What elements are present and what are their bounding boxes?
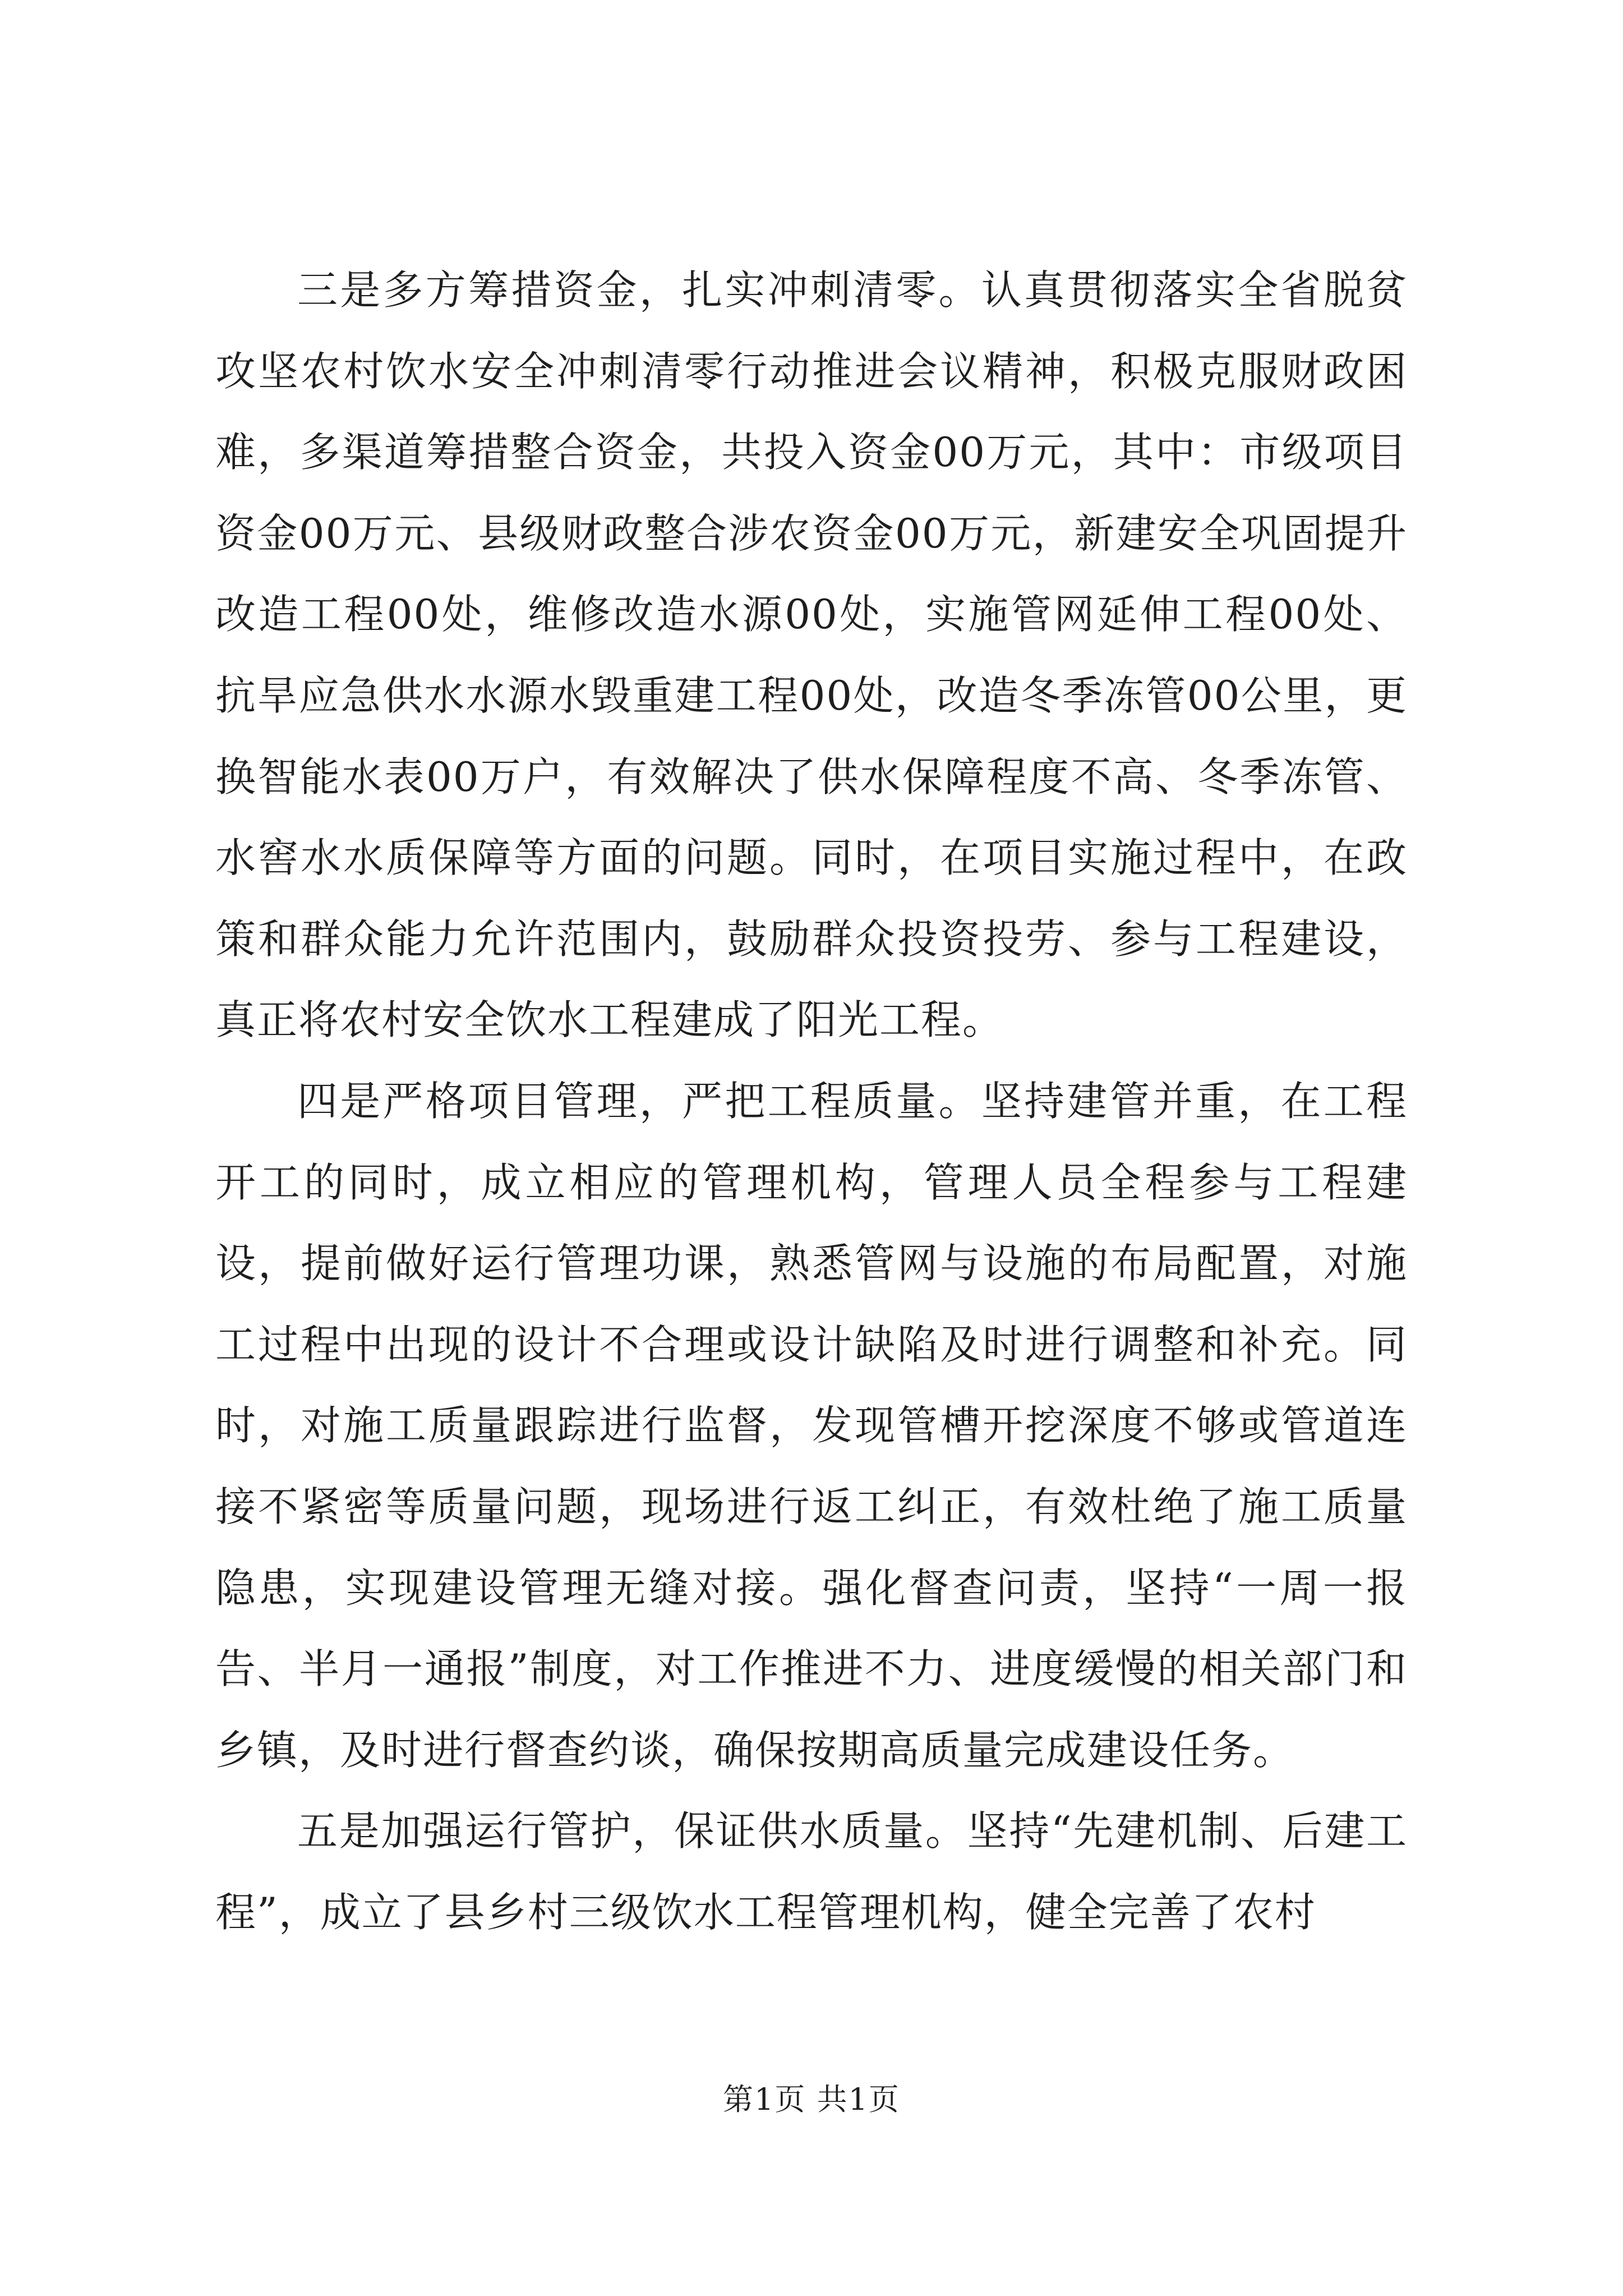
page-footer: 第1页 共1页 bbox=[723, 2082, 900, 2117]
paragraph-funding: 三是多方筹措资金，扎实冲刺清零。认真贯彻落实全省脱贫攻坚农村饮水安全冲刺清零行动推进会议精神，积极克服财政困难，多渠道筹措整合资金，共投入资金00万元，其中：市级项目资金00万元、县级财政整合涉农资金00万元，新建安全巩固提升改造工程00处，维修改造水源00处，实施管网延伸工程00处、抗旱应急供水水源水毁重建工程00处，改造冬季冻管00公里，更换智能水表00万户，有效解决了供水保障程度不高、冬季冻管、水窖水水质保障等方面的问题。同时，在项目实施过程中，在政策和群众能力允许范围内，鼓励群众投资投劳、参与工程建设，真正将农村安全饮水工程建成了阳光工程。 bbox=[215, 266, 1408, 1044]
document-body bbox=[215, 250, 1408, 1953]
paragraph-operation-maintenance: 五是加强运行管护，保证供水质量。坚持“先建机制、后建工程”，成立了县乡村三级饮水工程管理机构，健全完善了农村 bbox=[215, 1807, 1408, 1936]
paragraph-project-management: 四是严格项目管理，严把工程质量。坚持建管并重，在工程开工的同时，成立相应的管理机构，管理人员全程参与工程建设，提前做好运行管理功课，熟悉管网与设施的布局配置，对施工过程中出现的设计不合理或设计缺陷及时进行调整和补充。同时，对施工质量跟踪进行监督，发现管槽开挖深度不够或管道连接不紧密等质量问题，现场进行返工纠正，有效杜绝了施工质量隐患，实现建设管理无缝对接。强化督查问责，坚持“一周一报告、半月一通报”制度，对工作推进不力、进度缓慢的相关部门和乡镇，及时进行督查约谈，确保按期高质量完成建设任务。 bbox=[215, 1077, 1408, 1774]
